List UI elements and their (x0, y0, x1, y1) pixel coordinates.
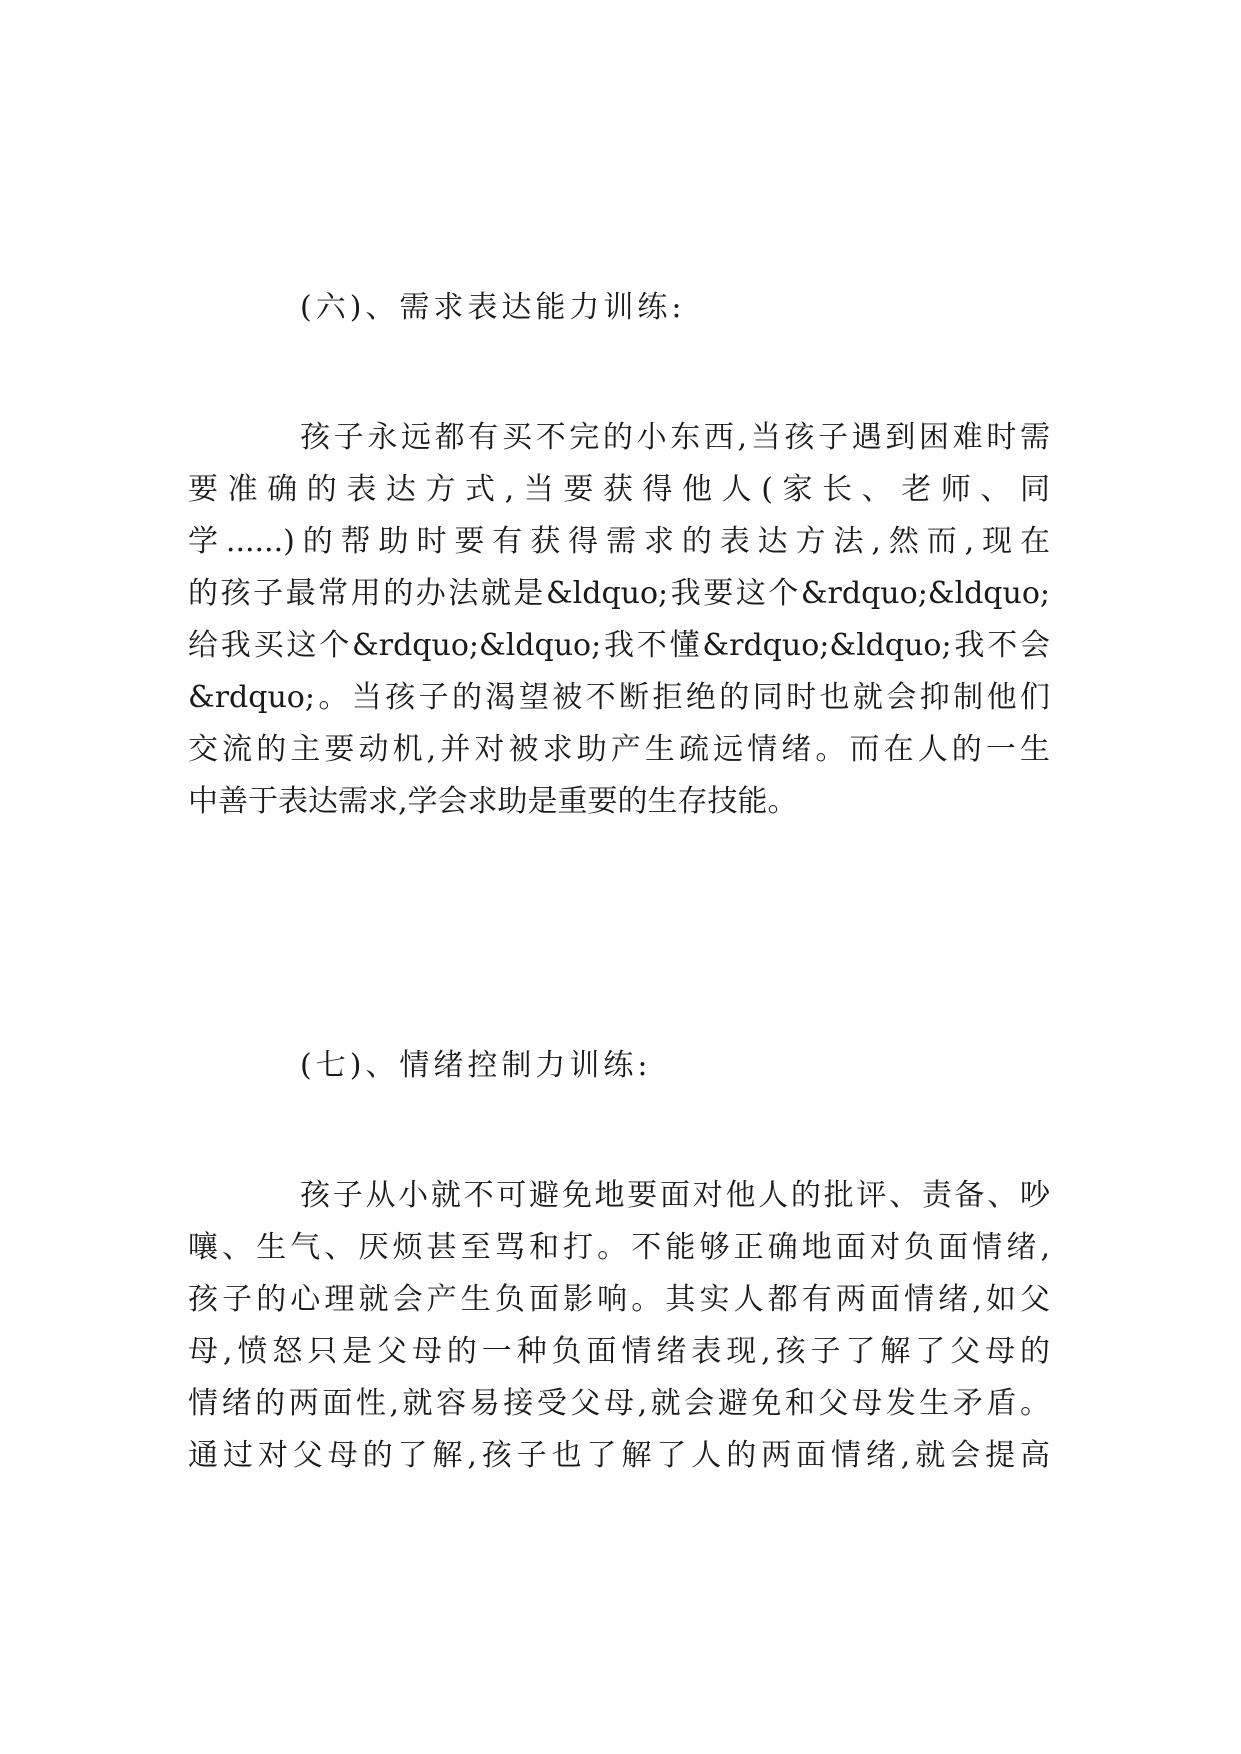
paragraph-line: 嚷、生气、厌烦甚至骂和打。不能够正确地面对负面情绪, (188, 1230, 1050, 1265)
paragraph-line: &rdquo;。当孩子的渴望被不断拒绝的同时也就会抑制他们 (188, 680, 1050, 715)
paragraph-line: 孩子的心理就会产生负面影响。其实人都有两面情绪,如父 (188, 1282, 1050, 1317)
section-6-heading: (六)、需求表达能力训练: (300, 290, 686, 325)
paragraph-line: 学......)的帮助时要有获得需求的表达方法,然而,现在 (188, 524, 1050, 559)
paragraph-line: 通过对父母的了解,孩子也了解了人的两面情绪,就会提高 (188, 1438, 1050, 1473)
section-7-heading: (七)、情绪控制力训练: (300, 1048, 652, 1083)
paragraph-line: 中善于表达需求,学会求助是重要的生存技能。 (188, 784, 798, 819)
paragraph-line: 交流的主要动机,并对被求助产生疏远情绪。而在人的一生 (188, 732, 1050, 767)
paragraph-line: 给我买这个&rdquo;&ldquo;我不懂&rdquo;&ldquo;我不会 (188, 628, 1050, 663)
paragraph-line: 母,愤怒只是父母的一种负面情绪表现,孩子了解了父母的 (188, 1334, 1050, 1369)
paragraph-line: 孩子永远都有买不完的小东西,当孩子遇到困难时需 (300, 420, 1050, 455)
paragraph-line: 要准确的表达方式,当要获得他人(家长、老师、同 (188, 472, 1050, 507)
paragraph-line: 情绪的两面性,就容易接受父母,就会避免和父母发生矛盾。 (188, 1386, 1050, 1421)
paragraph-line: 孩子从小就不可避免地要面对他人的批评、责备、吵 (300, 1178, 1050, 1213)
paragraph-line: 的孩子最常用的办法就是&ldquo;我要这个&rdquo;&ldquo; (188, 576, 1050, 611)
